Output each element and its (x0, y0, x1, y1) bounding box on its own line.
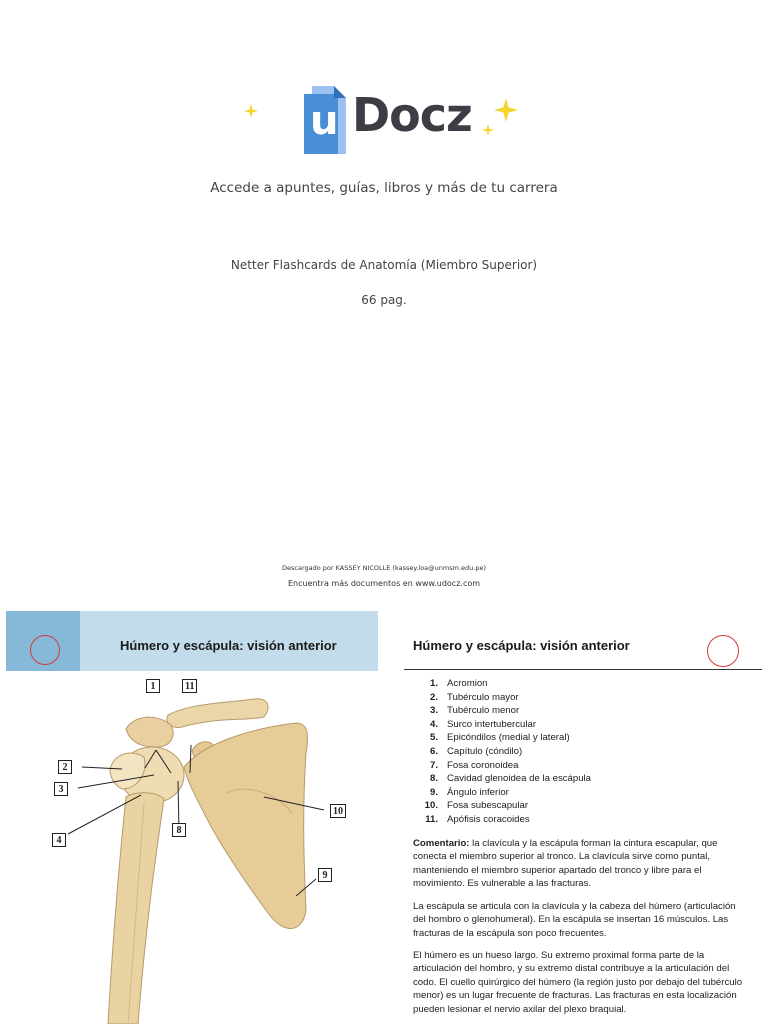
more-documents-link[interactable]: Encuentra más documentos en www.udocz.com (287, 579, 481, 588)
list-item: 5. Epicóndilos (medial y lateral) (429, 732, 570, 744)
list-item: 4. Surco intertubercular (429, 718, 537, 730)
scapula-paragraph: La escápula se articula con la clavícula y la cabeza del húmero (articulación del hombro o glenohumeral). En la escápula se insertan 16 músculos. Las fracturas de la escápula son poco frecuentes. (413, 901, 736, 939)
list-item: 9. Ángulo inferior (429, 786, 509, 798)
list-item: 2. Tubérculo mayor (429, 691, 519, 703)
list-item: 11. Apófisis coracoides (425, 813, 530, 825)
logo-wordmark: Docz (352, 88, 472, 142)
flashcard-front (6, 611, 378, 1024)
label-9: 9 (318, 868, 332, 882)
flashcard-back-title: Húmero y escápula: visión anterior (413, 638, 630, 653)
comment-label: Comentario: (413, 838, 470, 849)
answer-list (412, 677, 591, 827)
label-4: 4 (52, 833, 66, 847)
list-item: 1. Acromion (429, 678, 488, 689)
udocz-logo (302, 86, 472, 156)
flashcard-back (404, 611, 768, 1024)
label-3: 3 (54, 782, 68, 796)
list-item: 8. Cavidad glenoidea de la escápula (429, 773, 592, 785)
humerus-scapula-illustration (6, 673, 378, 1024)
label-8: 8 (172, 823, 186, 837)
list-item: 10. Fosa subescapular (424, 800, 529, 812)
list-item: 3. Tubérculo menor (429, 705, 520, 717)
sparkle-icon (482, 124, 494, 136)
page-count: 66 pag. (361, 293, 407, 307)
label-2: 2 (58, 760, 72, 774)
divider (404, 669, 762, 670)
list-item: 6. Capítulo (cóndilo) (429, 745, 523, 757)
comment-paragraph: Comentario: la clavícula y la escápula forman la cintura escapular, que conecta el miembro superior al tronco. La clavícula sirve como puntal, manteniendo el miembro superior apartado del tronco y libre para el movimiento. Es vulnerable a las fracturas. (413, 838, 718, 890)
downloaded-by-note: Descargado por KASSEY NICOLLE (kassey.loa@unmsm.edu.pe) (282, 564, 486, 572)
document-title: Netter Flashcards de Anatomía (Miembro Superior) (230, 258, 538, 272)
label-11: 11 (182, 679, 197, 693)
red-circle-icon (707, 635, 739, 667)
sparkle-icon (494, 98, 518, 122)
red-circle-icon (30, 635, 60, 665)
label-1: 1 (146, 679, 160, 693)
tagline: Accede a apuntes, guías, libros y más de tu carrera (210, 180, 558, 196)
flashcard-front-title: Húmero y escápula: visión anterior (120, 638, 337, 653)
list-item: 7. Fosa coronoidea (429, 759, 519, 771)
humerus-paragraph: El húmero es un hueso largo. Su extremo proximal forma parte de la articulación del hombro, y su extremo distal contribuye a la articulación del codo. El cuello quirúrgico del húmero (la región justo por debajo del tubérculo menor) es un lugar frecuente de fracturas. Las fracturas en esta localización pueden lesionar el nervio axilar del plexo braquial. (413, 950, 743, 1015)
label-10: 10 (330, 804, 346, 818)
logo-letter: u (310, 98, 339, 144)
sparkle-icon (244, 104, 258, 118)
